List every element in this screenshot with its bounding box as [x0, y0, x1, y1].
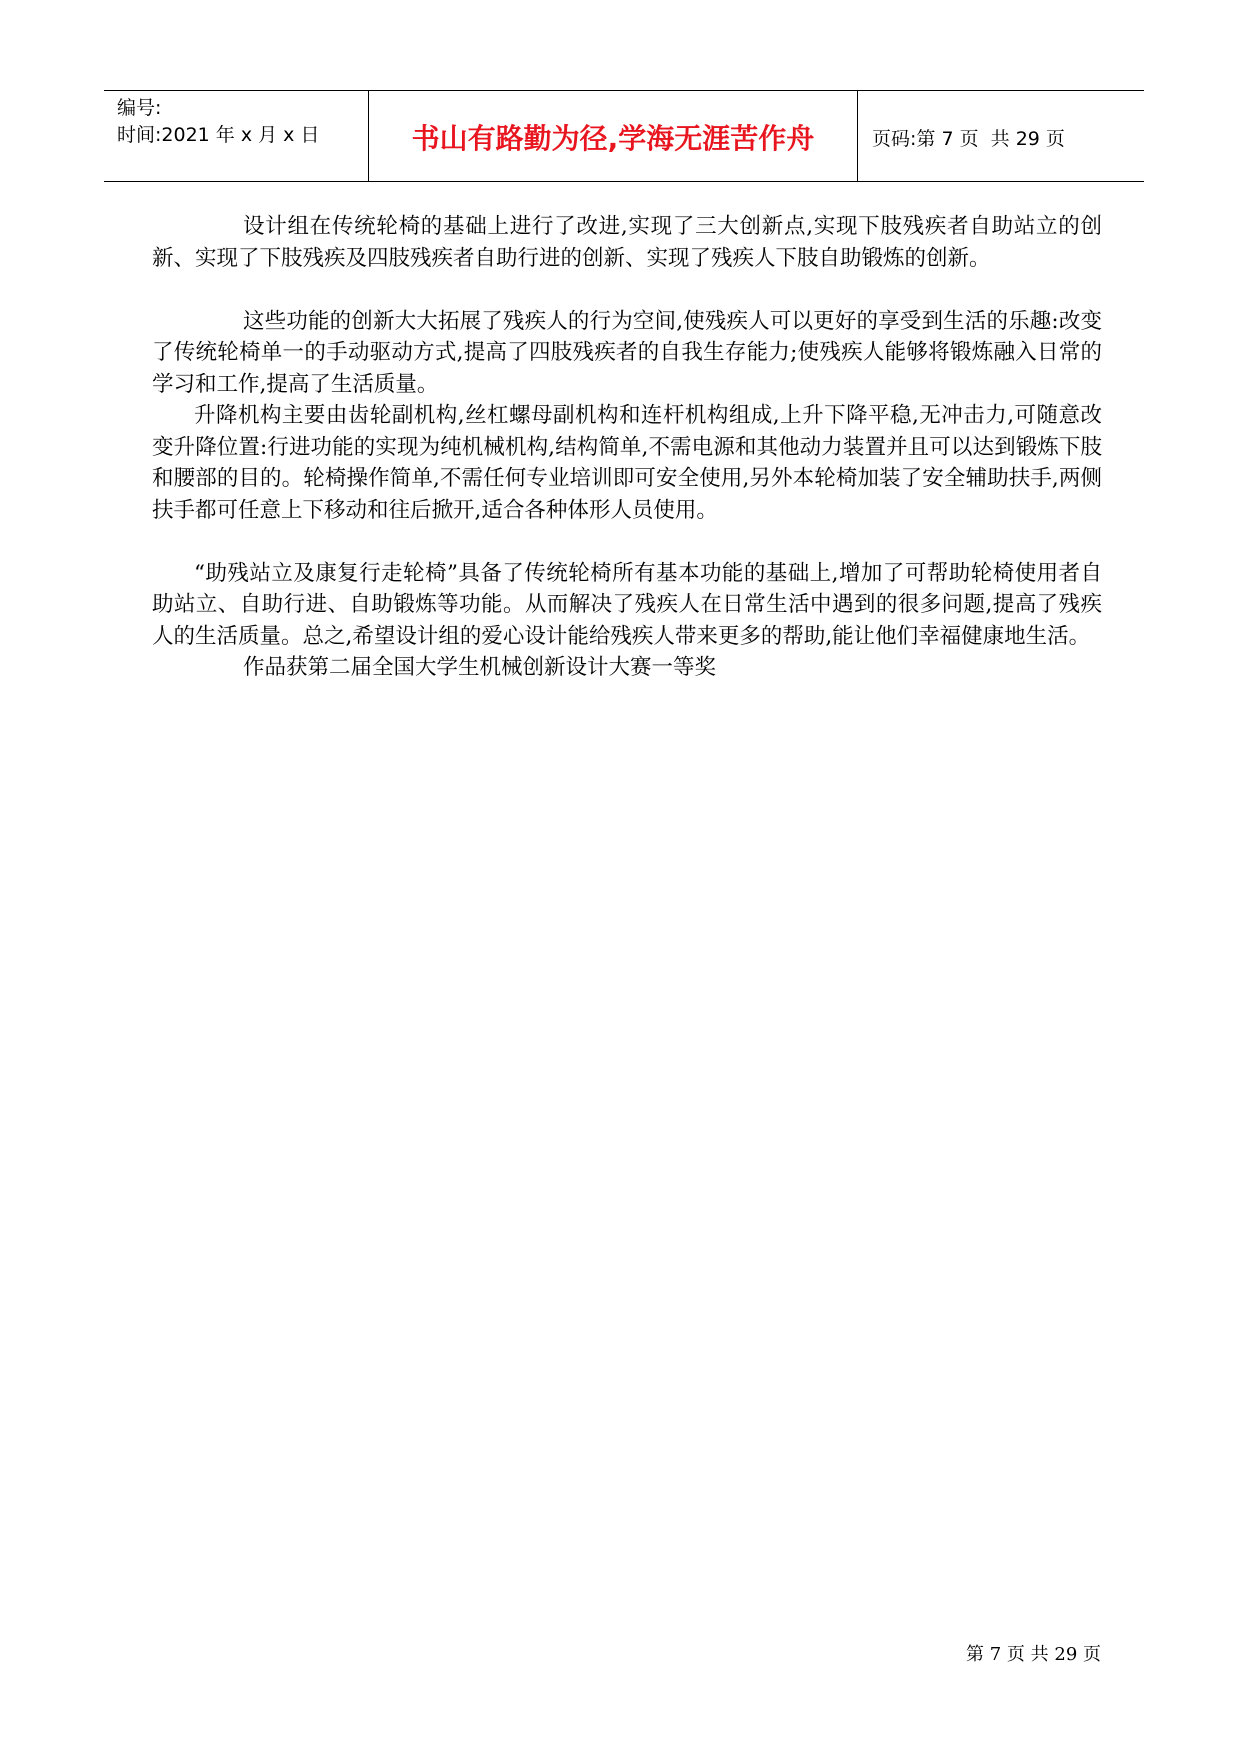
paragraph-award: 作品获第二届全国大学生机械创新设计大赛一等奖 [243, 655, 717, 680]
header-motto: 书山有路勤为径,学海无涯苦作舟 [369, 91, 858, 181]
paragraph-innovations: 设计组在传统轮椅的基础上进行了改进,实现了三大创新点,实现下肢残疾者自助站立的创新、实现了下肢残疾及四肢残疾者自助行进的创新、实现了残疾人下肢自助锻炼的创新。 [152, 214, 1102, 271]
header-page-number [858, 91, 1144, 181]
page-header [104, 90, 1144, 182]
paragraph-summary: “助残站立及康复行走轮椅”具备了传统轮椅所有基本功能的基础上,增加了可帮助轮椅使用者自助站立、自助行进、自助锻炼等功能。从而解决了残疾人在日常生活中遇到的很多问题,提高了残疾人的生活质量。总之,希望设计组的爱心设计能给残疾人带来更多的帮助,能让他们幸福健康地生活。 [152, 560, 1102, 649]
paragraph-function-benefits: 这些功能的创新大大拓展了残疾人的行为空间,使残疾人可以更好的享受到生活的乐趣:改变了传统轮椅单一的手动驱动方式,提高了四肢残疾者的自我生存能力;使残疾人能够将锻炼融入日常的学习和工作,提高了生活质量。 [152, 308, 1102, 397]
document-number-label: 编号: [117, 97, 162, 119]
header-meta [104, 91, 369, 181]
document-time-label: 时间:2021 年 x 月 x 日 [117, 124, 320, 146]
page-footer: 第 7 页 共 29 页 [966, 1644, 1101, 1665]
header-page-label: 页码:第 7 页 共 29 页 [872, 127, 1065, 150]
paragraph-mechanism: 升降机构主要由齿轮副机构,丝杠螺母副机构和连杆机构组成,上升下降平稳,无冲击力,可随意改变升降位置:行进功能的实现为纯机械机构,结构简单,不需电源和其他动力装置并且可以达到锻炼下肢和腰部的目的。轮椅操作简单,不需任何专业培训即可安全使用,另外本轮椅加装了安全辅助扶手,两侧扶手都可任意上下移动和往后掀开,适合各种体形人员使用。 [152, 403, 1102, 523]
document-body [152, 211, 1102, 684]
